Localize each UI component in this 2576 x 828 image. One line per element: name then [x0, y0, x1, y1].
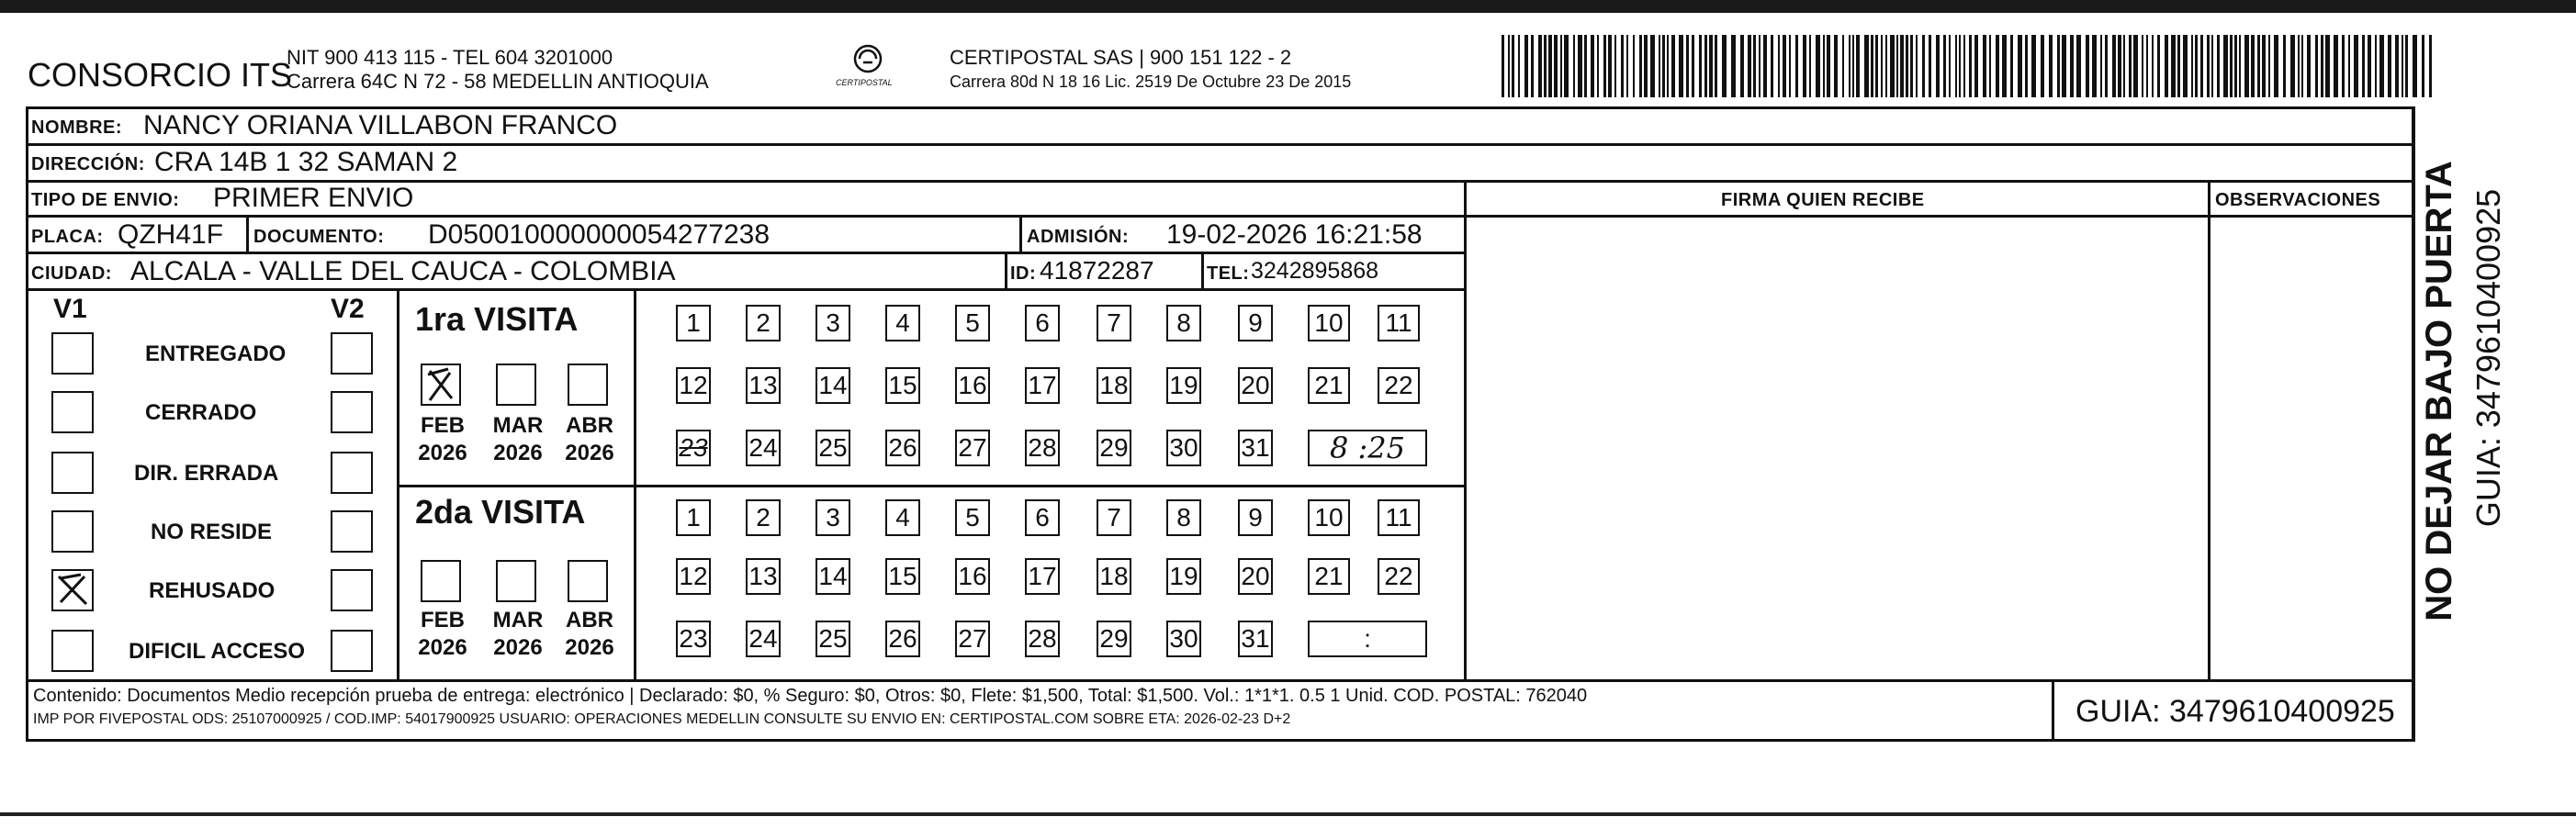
day-box[interactable]: 20 — [1238, 367, 1273, 404]
day-box[interactable]: 6 — [1025, 499, 1060, 536]
status-label: REHUSADO — [149, 578, 276, 603]
day-box[interactable]: 26 — [885, 430, 920, 466]
month-year: 2026 — [565, 635, 614, 660]
documento-label: DOCUMENTO: — [253, 227, 385, 247]
tipo-envio-label: TIPO DE ENVIO: — [31, 190, 180, 210]
month-checkbox[interactable] — [421, 364, 461, 406]
v1-checkbox[interactable] — [51, 510, 94, 553]
day-box[interactable]: 16 — [955, 558, 990, 595]
day-box[interactable]: 18 — [1097, 367, 1131, 404]
company-nit: NIT 900 413 115 - TEL 604 3201000 — [287, 46, 613, 69]
day-box[interactable]: 12 — [676, 367, 711, 404]
guia-footer: GUIA: 3479610400925 — [2075, 694, 2395, 729]
day-box[interactable]: 31 — [1238, 430, 1273, 466]
month-year: 2026 — [493, 441, 543, 465]
day-box[interactable]: 7 — [1097, 305, 1131, 341]
month-year: 2026 — [493, 635, 543, 660]
placa-value: QZH41F — [118, 219, 224, 250]
v2-checkbox[interactable] — [331, 569, 373, 611]
tipo-envio-value: PRIMER ENVIO — [213, 183, 414, 213]
day-box[interactable]: 31 — [1238, 621, 1273, 657]
day-box[interactable]: 8 — [1166, 305, 1201, 341]
observaciones-header: OBSERVACIONES — [2215, 190, 2381, 210]
day-box[interactable]: 25 — [816, 430, 850, 466]
v1-label: V1 — [53, 294, 87, 324]
tel-value: 3242895868 — [1251, 258, 1379, 284]
side-guia: GUIA: 3479610400925 — [2469, 188, 2507, 528]
logo-text: CERTIPOSTAL — [836, 78, 893, 87]
time-box[interactable]: 8 :25 — [1308, 430, 1427, 466]
id-value: 41872287 — [1040, 256, 1154, 285]
firma-header: FIRMA QUIEN RECIBE — [1721, 190, 1925, 210]
status-label: DIFICIL ACCESO — [129, 639, 306, 664]
admision-value: 19-02-2026 16:21:58 — [1166, 219, 1423, 250]
day-box[interactable]: 25 — [816, 621, 850, 657]
month-checkbox[interactable] — [496, 560, 536, 602]
day-box[interactable]: 3 — [816, 499, 850, 536]
second-visit-title: 2da VISITA — [415, 493, 586, 531]
day-box[interactable]: 23 — [676, 621, 711, 657]
month-name: FEB — [421, 608, 465, 632]
day-box[interactable]: 14 — [816, 367, 850, 404]
day-box[interactable]: 10 — [1308, 499, 1350, 536]
nombre-label: NOMBRE: — [31, 117, 123, 138]
status-label: NO RESIDE — [151, 520, 273, 544]
tel-label: TEL: — [1207, 263, 1250, 284]
day-box[interactable]: 18 — [1097, 558, 1131, 595]
day-box[interactable]: 15 — [885, 367, 920, 404]
id-label: ID: — [1010, 263, 1037, 284]
company-name: CONSORCIO ITS — [28, 56, 293, 94]
day-box[interactable]: 13 — [746, 367, 781, 404]
v2-label: V2 — [331, 294, 365, 324]
day-box[interactable]: 22 — [1378, 558, 1420, 595]
day-box[interactable]: 20 — [1238, 558, 1273, 595]
day-box[interactable]: 11 — [1378, 305, 1420, 341]
day-box[interactable]: 7 — [1097, 499, 1131, 536]
direccion-value: CRA 14B 1 32 SAMAN 2 — [154, 147, 458, 177]
v2-checkbox[interactable] — [331, 630, 373, 672]
month-checkbox[interactable] — [568, 364, 608, 406]
ciudad-value: ALCALA - VALLE DEL CAUCA - COLOMBIA — [130, 256, 676, 286]
month-year: 2026 — [418, 635, 467, 660]
month-name: ABR — [566, 608, 613, 632]
day-box[interactable]: 16 — [955, 367, 990, 404]
v1-checkbox[interactable] — [51, 391, 94, 433]
month-name: ABR — [566, 413, 613, 438]
day-box[interactable]: 26 — [885, 621, 920, 657]
day-box[interactable]: 5 — [955, 499, 990, 536]
month-checkbox[interactable] — [496, 364, 536, 406]
contenido-text: Contenido: Documentos Medio recepción prueba de entrega: electrónico | Declarado: $0, % Seguro: $0, Otros: $0, Flete: $1,500, Total: $1,500. Vol.: 1*1*1. 0.5 1 Unid. COD. POSTAL: 762040 — [33, 686, 1588, 706]
documento-value: D050010000000054277238 — [428, 219, 771, 250]
day-box[interactable]: 9 — [1238, 499, 1273, 536]
day-box[interactable]: 14 — [816, 558, 850, 595]
first-visit-title: 1ra VISITA — [415, 300, 579, 338]
day-box[interactable]: 11 — [1378, 499, 1420, 536]
day-box[interactable]: 1 — [676, 305, 711, 341]
v2-checkbox[interactable] — [331, 391, 373, 433]
day-box[interactable]: 2 — [746, 305, 781, 341]
no-dejar-bajo-puerta: NO DEJAR BAJO PUERTA — [2419, 161, 2459, 621]
status-label: DIR. ERRADA — [134, 461, 279, 486]
day-box[interactable]: 27 — [955, 430, 990, 466]
company-address: Carrera 64C N 72 - 58 MEDELLIN ANTIOQUIA — [287, 70, 709, 93]
day-box[interactable]: 12 — [676, 558, 711, 595]
day-box[interactable]: 24 — [746, 621, 781, 657]
status-label: ENTREGADO — [145, 341, 287, 366]
day-box[interactable]: 28 — [1025, 430, 1060, 466]
day-box[interactable]: 6 — [1025, 305, 1060, 341]
admision-label: ADMISIÓN: — [1027, 227, 1130, 247]
day-box[interactable]: 30 — [1166, 621, 1201, 657]
day-box[interactable]: 29 — [1097, 430, 1131, 466]
day-box[interactable]: 28 — [1025, 621, 1060, 657]
day-box[interactable]: 2 — [746, 499, 781, 536]
direccion-label: DIRECCIÓN: — [31, 154, 145, 174]
day-box[interactable]: 21 — [1308, 558, 1350, 595]
month-year: 2026 — [565, 441, 614, 465]
day-box[interactable]: 4 — [885, 305, 920, 341]
v1-checkbox[interactable] — [51, 452, 94, 494]
day-box[interactable]: 17 — [1025, 558, 1060, 595]
v1-checkbox[interactable] — [51, 332, 94, 375]
certipostal-logo — [827, 42, 909, 97]
day-box[interactable]: 19 — [1166, 367, 1201, 404]
day-box[interactable]: 8 — [1166, 499, 1201, 536]
day-box[interactable]: 22 — [1378, 367, 1420, 404]
day-box[interactable]: 10 — [1308, 305, 1350, 341]
v2-checkbox[interactable] — [331, 510, 373, 553]
nombre-value: NANCY ORIANA VILLABON FRANCO — [143, 110, 618, 140]
day-box[interactable]: 4 — [885, 499, 920, 536]
v2-checkbox[interactable] — [331, 332, 373, 375]
time-box[interactable]: : — [1308, 621, 1427, 657]
month-checkbox[interactable] — [568, 560, 608, 602]
barcode — [1502, 35, 2438, 97]
day-box[interactable]: 1 — [676, 499, 711, 536]
day-box[interactable]: 19 — [1166, 558, 1201, 595]
day-box[interactable]: 17 — [1025, 367, 1060, 404]
imp-text: IMP POR FIVEPOSTAL ODS: 25107000925 / COD.IMP: 54017900925 USUARIO: OPERACIONES MEDELLIN CONSULTE SU ENVIO EN: CERTIPOSTAL.COM SOBRE ETA: 2026-02-23 D+2 — [33, 711, 1291, 727]
day-box[interactable]: 21 — [1308, 367, 1350, 404]
day-box[interactable]: 23 — [676, 430, 711, 466]
month-checkbox[interactable] — [421, 560, 461, 602]
placa-label: PLACA: — [31, 227, 104, 247]
day-box[interactable]: 29 — [1097, 621, 1131, 657]
day-box[interactable]: 9 — [1238, 305, 1273, 341]
month-name: MAR — [492, 608, 544, 632]
day-box[interactable]: 30 — [1166, 430, 1201, 466]
day-box[interactable]: 13 — [746, 558, 781, 595]
month-year: 2026 — [418, 441, 467, 465]
status-label: CERRADO — [145, 400, 257, 425]
ciudad-label: CIUDAD: — [31, 263, 112, 284]
day-box[interactable]: 3 — [816, 305, 850, 341]
certipostal-name: CERTIPOSTAL SAS | 900 151 122 - 2 — [950, 46, 1292, 69]
certipostal-address: Carrera 80d N 18 16 Lic. 2519 De Octubre 23 De 2015 — [950, 73, 1352, 91]
v1-checkbox[interactable] — [51, 569, 94, 611]
day-box[interactable]: 5 — [955, 305, 990, 341]
month-name: MAR — [492, 413, 544, 438]
top-border — [0, 0, 2576, 13]
day-box[interactable]: 24 — [746, 430, 781, 466]
day-box[interactable]: 15 — [885, 558, 920, 595]
month-name: FEB — [421, 413, 465, 438]
v1-checkbox[interactable] — [51, 630, 94, 672]
v2-checkbox[interactable] — [331, 452, 373, 494]
day-box[interactable]: 27 — [955, 621, 990, 657]
